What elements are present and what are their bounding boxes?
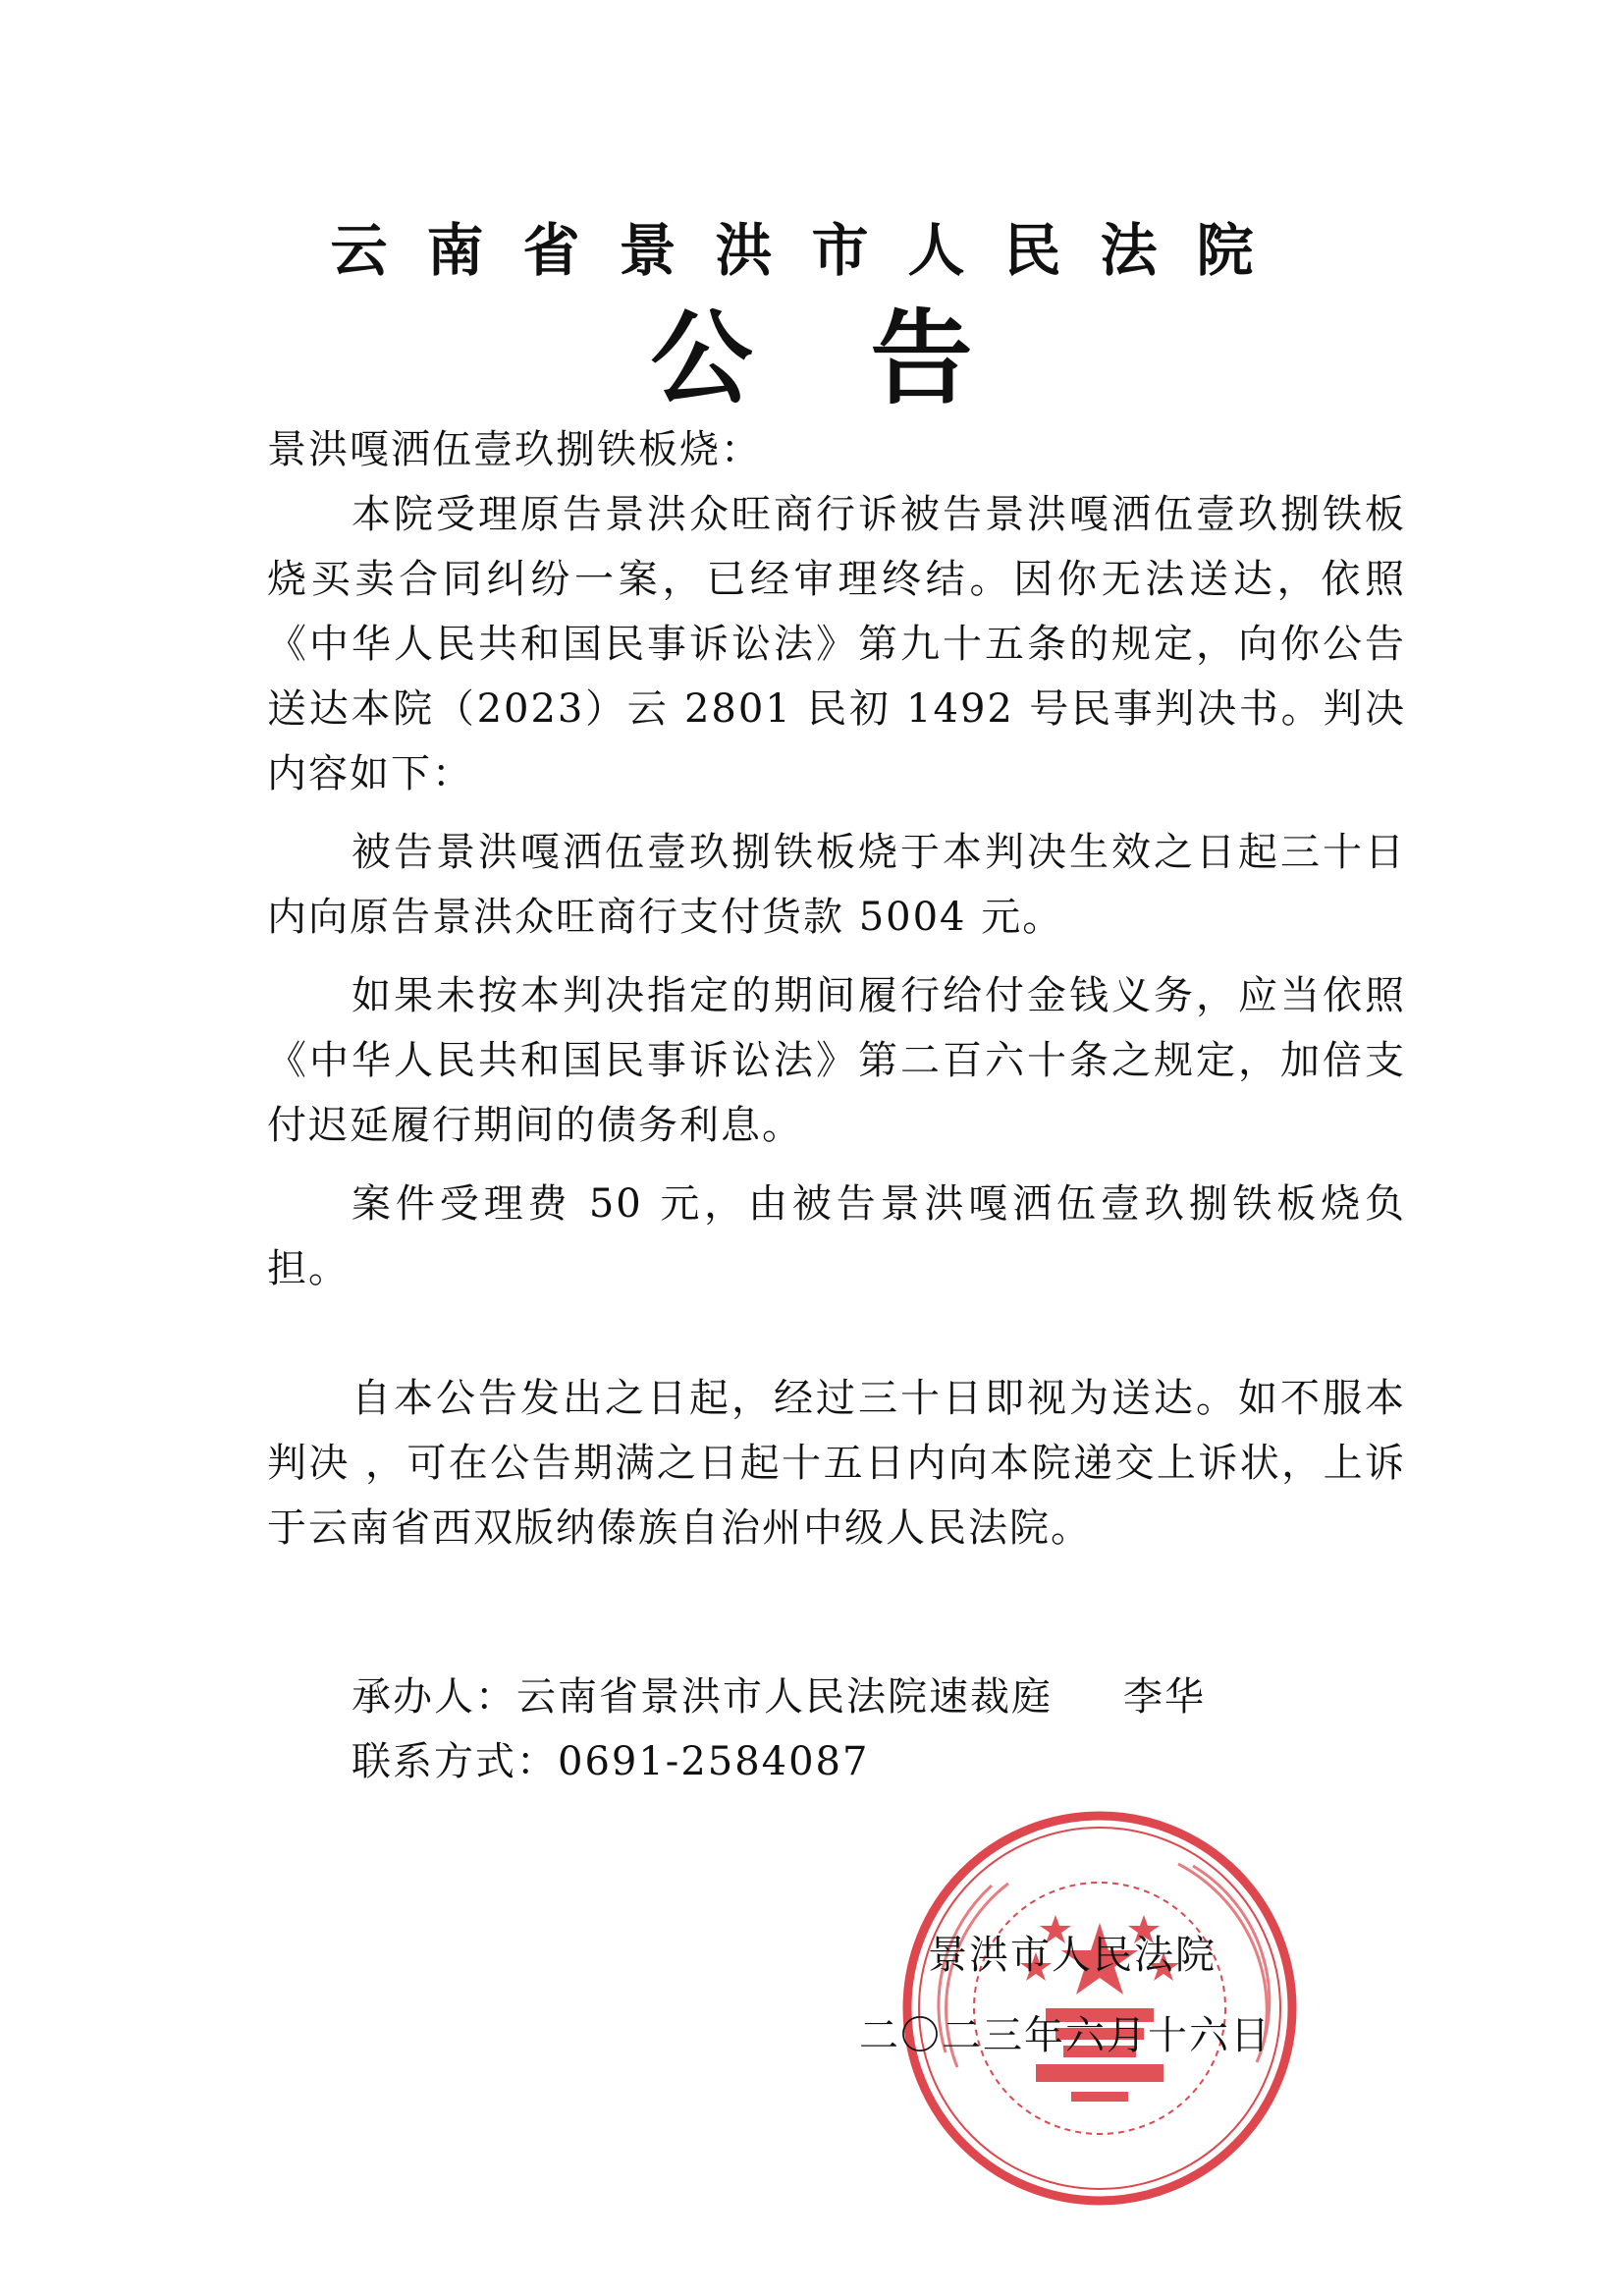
footer-court-name: 景洪市人民法院 [928,1933,1217,1978]
handler-label: 承办人： [352,1674,516,1720]
handler-name: 李华 [1123,1674,1206,1720]
phone-number: 0691-2584087 [558,1739,870,1784]
notice-body [267,417,1406,1560]
court-name: 云南省景洪市人民法院 [330,217,1293,284]
document-title: 公告 [650,299,1091,418]
contact-block [352,1665,1333,1794]
phone-label: 联系方式： [352,1739,558,1784]
paragraph-case-fee: 案件受理费 50 元，由被告景洪嘎洒伍壹玖捌铁板烧负担。 [267,1181,1406,1291]
footer-date: 二〇二三年六月十六日 [859,2013,1271,2058]
paragraph-late-interest: 如果未按本判决指定的期间履行给付金钱义务，应当依照《中华人民共和国民事诉讼法》第二百六十条之规定，加倍支付迟延履行期间的债务利息。 [267,973,1406,1148]
handler-department: 云南省景洪市人民法院速裁庭 [516,1674,1053,1720]
paragraph-judgment-payment: 被告景洪嘎洒伍壹玖捌铁板烧于本判决生效之日起三十日内向原告景洪众旺商行支付货款 5004 元。 [267,830,1406,940]
handler-line [352,1665,1333,1729]
paragraph-appeal-notice: 自本公告发出之日起，经过三十日即视为送达。如不服本判决 ，可在公告期满之日起十五日内向本院递交上诉状，上诉于云南省西双版纳傣族自治州中级人民法院。 [267,1376,1406,1551]
phone-line [352,1729,1333,1794]
paragraph-case-intro: 本院受理原告景洪众旺商行诉被告景洪嘎洒伍壹玖捌铁板烧买卖合同纠纷一案，已经审理终结。因你无法送达，依照《中华人民共和国民事诉讼法》第九十五条的规定，向你公告送达本院（2023）云 2801 民初 1492 号民事判决书。判决内容如下： [267,492,1406,796]
addressee: 景洪嘎洒伍壹玖捌铁板烧： [267,427,762,472]
